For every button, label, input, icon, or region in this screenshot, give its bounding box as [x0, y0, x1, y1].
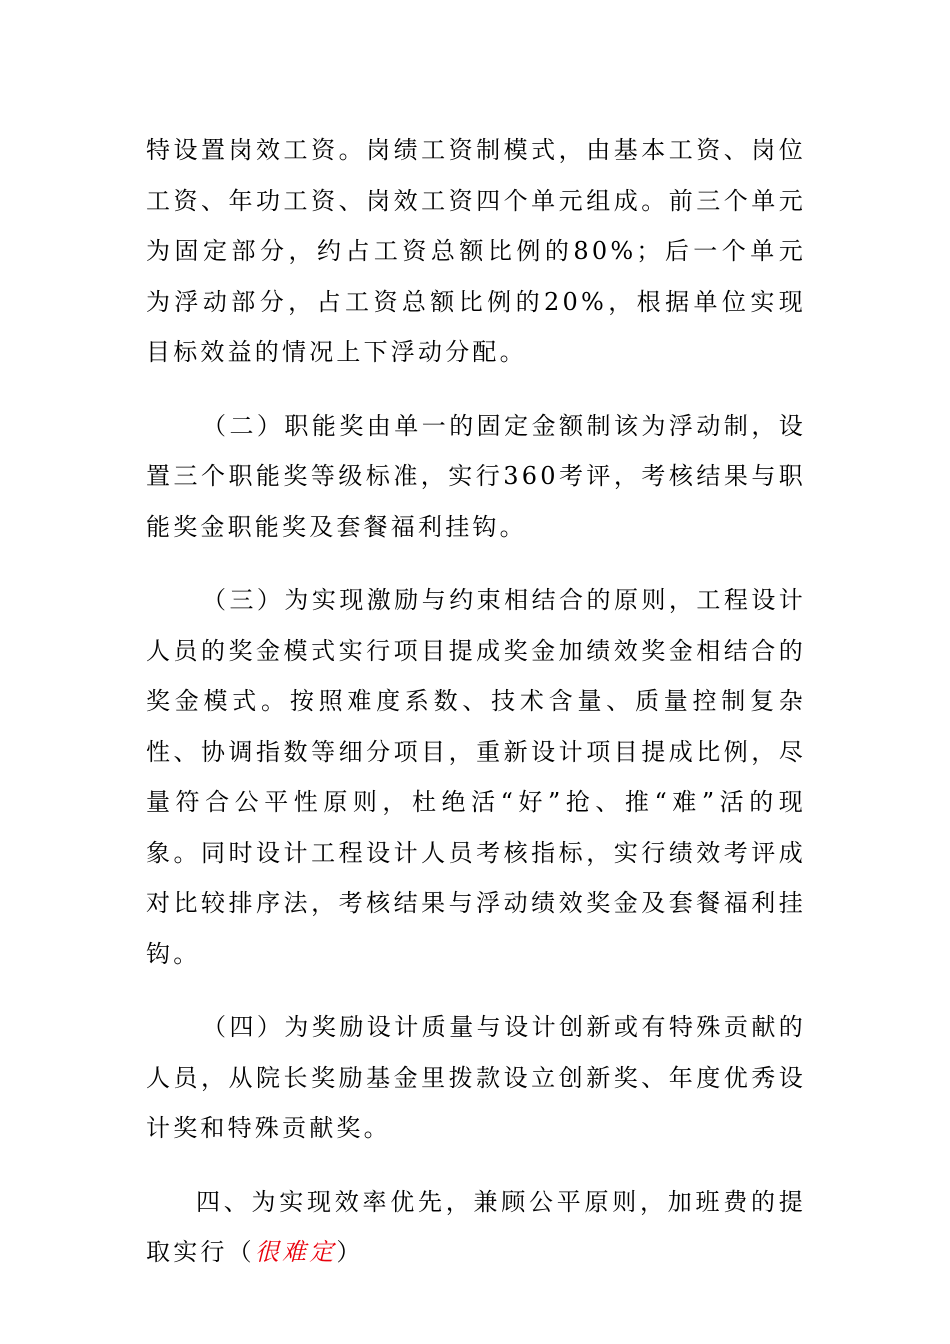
- paragraph-overtime-text: 四、为实现效率优先，兼顾公平原则，加班费的提取实行（: [146, 1187, 806, 1266]
- paragraph-post-salary: 特设置岗效工资。岗绩工资制模式，由基本工资、岗位工资、年功工资、岗效工资四个单元组成。前三个单元为固定部分，约占工资总额比例的80%；后一个单元为浮动部分，占工资总额比例的20%，根据单位实现目标效益的情况上下浮动分配。: [146, 136, 806, 366]
- paragraph-section-2: （二）职能奖由单一的固定金额制该为浮动制，设置三个职能奖等级标准，实行360考评，考核结果与职能奖金职能奖及套餐福利挂钩。: [146, 411, 806, 541]
- highlight-note: 很难定: [254, 1238, 337, 1266]
- paragraph-overtime: [146, 1177, 806, 1278]
- document-body: [146, 125, 806, 1301]
- paragraph-section-4: （四）为奖励设计质量与设计创新或有特殊贡献的人员，从院长奖励基金里拨款设立创新奖、年度优秀设计奖和特殊贡献奖。: [146, 1013, 806, 1142]
- paragraph-overtime-close: ）: [336, 1238, 364, 1266]
- paragraph-section-3: （三）为实现激励与约束相结合的原则，工程设计人员的奖金模式实行项目提成奖金加绩效奖金相结合的奖金模式。按照难度系数、技术含量、质量控制复杂性、协调指数等细分项目，重新设计项目提成比例，尽量符合公平性原则，杜绝活“好”抢、推“难”活的现象。同时设计工程设计人员考核指标，实行绩效考评成对比较排序法，考核结果与浮动绩效奖金及套餐福利挂钩。: [146, 586, 806, 968]
